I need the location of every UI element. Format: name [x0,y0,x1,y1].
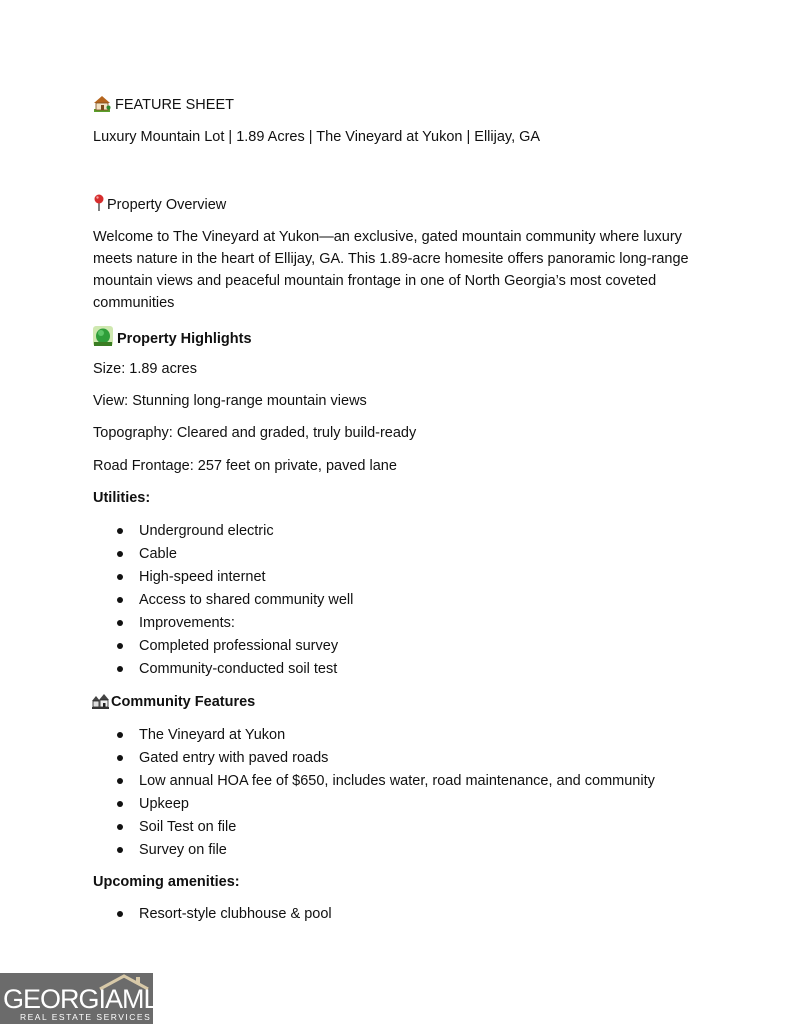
house-with-garden-icon [93,95,111,118]
amenities-list [93,904,332,927]
list-item: Survey on file [93,840,655,863]
utilities-heading: Utilities: [93,490,151,506]
highlight-road-frontage: Road Frontage: 257 feet on private, paved lane [93,458,397,474]
houses-icon [92,693,109,715]
utilities-list [93,521,353,682]
overview-paragraph: Welcome to The Vineyard at Yukon—an exclusive, gated mountain community where luxury meets nature in the heart of Ellijay, GA. This 1.89-acre homesite offers panoramic long-range mountain views and peaceful mountain frontage in one of North Georgia’s most coveted communities [93,229,689,311]
list-item: Underground electric [93,521,353,544]
list-item: Access to shared community well [93,590,353,613]
subtitle: Luxury Mountain Lot | 1.89 Acres | The Vineyard at Yukon | Ellijay, GA [93,129,541,145]
list-item: Resort-style clubhouse & pool [93,904,332,927]
evergreen-tree-icon [93,326,113,352]
community-list [93,725,655,863]
logo-subtitle: REAL ESTATE SERVICES [20,1012,152,1022]
highlight-topography: Topography: Cleared and graded, truly build-ready [93,425,417,441]
georgia-mls-logo [0,973,175,1024]
list-item: Soil Test on file [93,817,655,840]
round-pushpin-icon [93,194,105,218]
highlight-view: View: Stunning long-range mountain views [93,393,367,409]
list-item: Upkeep [93,794,655,817]
amenities-heading: Upcoming amenities: [93,874,240,890]
list-item: High-speed internet [93,567,353,590]
list-item: Improvements: [93,613,353,636]
logo-text: GEORGIAMLS [3,984,175,1014]
feature-sheet-title: FEATURE SHEET [93,95,234,118]
list-item: The Vineyard at Yukon [93,725,655,748]
highlights-heading: Property Highlights [93,326,252,352]
list-item: Cable [93,544,353,567]
list-item: Low annual HOA fee of $650, includes water, road maintenance, and community [93,771,655,794]
overview-heading: Property Overview [93,194,226,218]
highlight-size: Size: 1.89 acres [93,361,197,377]
list-item: Community-conducted soil test [93,659,353,682]
list-item: Completed professional survey [93,636,353,659]
list-item: Gated entry with paved roads [93,748,655,771]
community-heading: Community Features [92,692,255,715]
